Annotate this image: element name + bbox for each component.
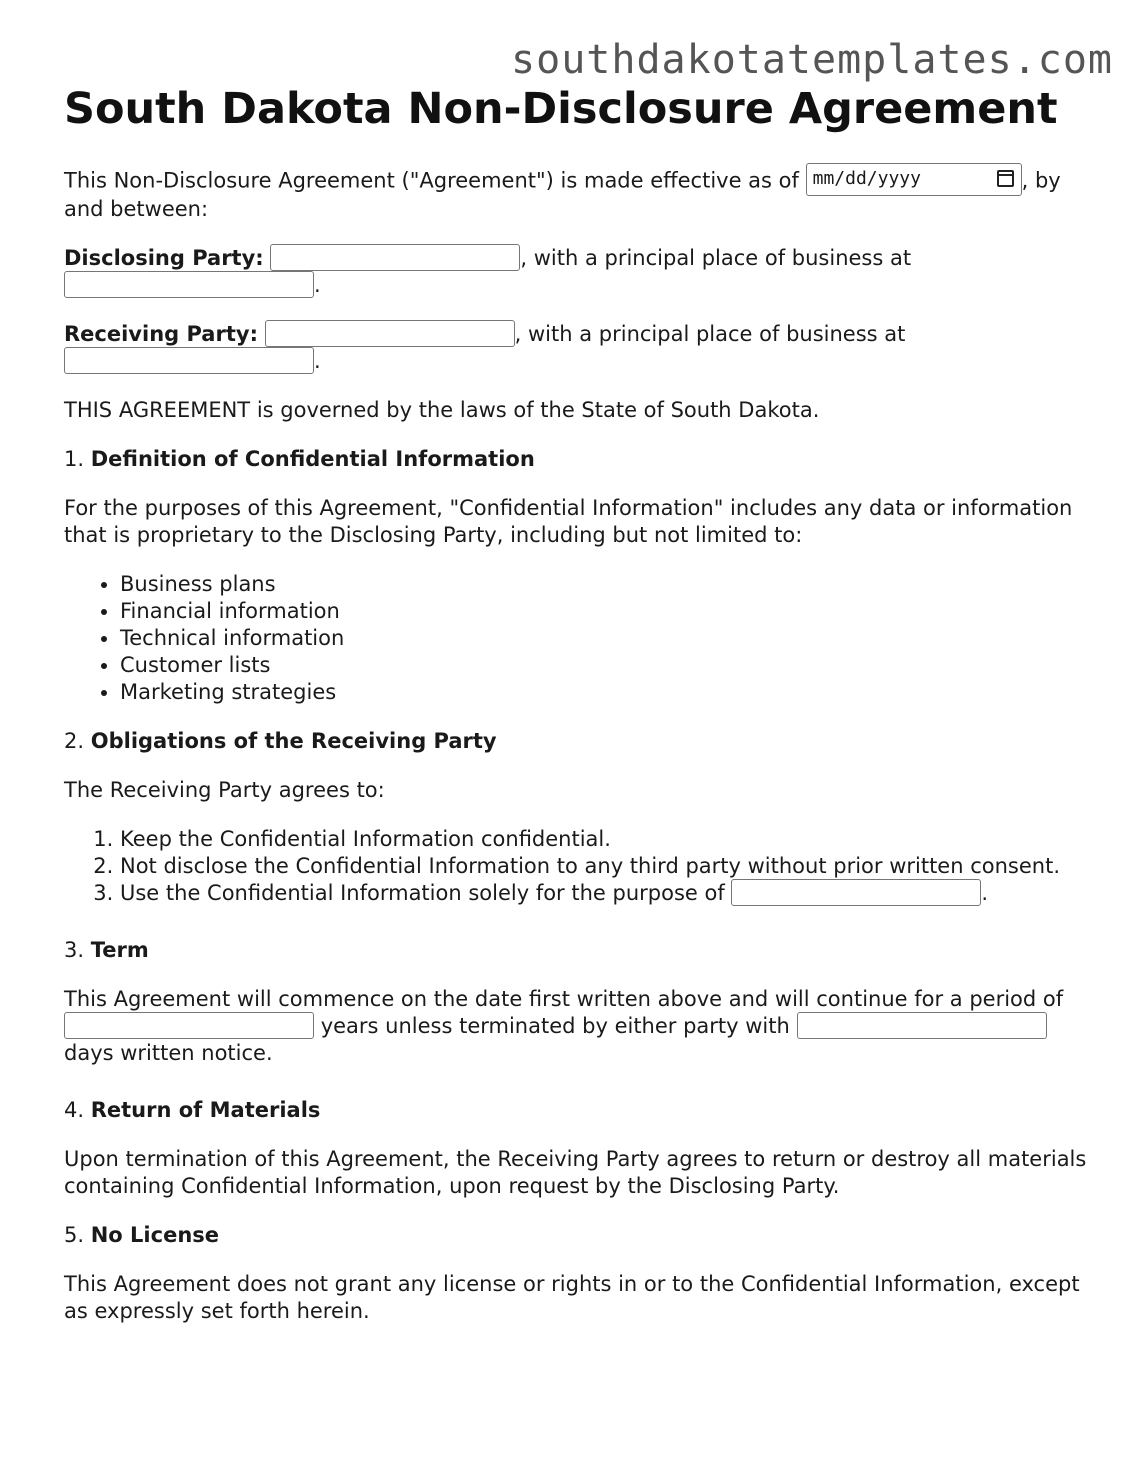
disclosing-party-paragraph [64, 245, 1094, 299]
disclosing-party-text: , with a principal place of business at [520, 246, 912, 270]
section-5-heading [64, 1222, 1094, 1249]
calendar-icon[interactable] [997, 170, 1014, 187]
term-years-input[interactable] [64, 1012, 314, 1039]
intro-text-end: , by and between: [64, 168, 1061, 221]
effective-date-input[interactable] [806, 163, 1022, 196]
section-4-body: Upon termination of this Agreement, the Receiving Party agrees to return or destroy all materials containing Confidential Information, upon request by the Disclosing Party. [64, 1147, 1087, 1198]
term-text-c: days written notice. [64, 1041, 273, 1065]
section-3-title: Term [90, 938, 149, 962]
page-title: South Dakota Non-Disclosure Agreement [64, 84, 1058, 134]
section-1-number: 1. [64, 447, 85, 471]
obligations-list [64, 826, 1094, 907]
section-2-heading [64, 728, 1094, 755]
term-text-b: years unless terminated by either party with [320, 1014, 790, 1038]
disclosing-party-label: Disclosing Party: [64, 246, 264, 270]
list-item: 2. Not disclose the Confidential Information to any third party without prior written consent. [120, 853, 1094, 880]
intro-text: This Non-Disclosure Agreement ("Agreement") is made effective as of [64, 168, 799, 193]
section-3-number: 3. [64, 938, 85, 962]
document [64, 82, 1094, 1347]
list-item: • Technical information [120, 625, 1094, 652]
section-3-body [64, 986, 1094, 1067]
section-1-body: For the purposes of this Agreement, "Confidential Information" includes any data or information that is proprietary to the Disclosing Party, including but not limited to: [64, 496, 1073, 547]
section-1-heading [64, 446, 1094, 473]
receiving-party-end: . [314, 349, 321, 373]
list-item: • Customer lists [120, 652, 1094, 679]
disclosing-party-address-input[interactable] [64, 271, 314, 298]
receiving-party-paragraph [64, 321, 1094, 375]
receiving-party-address-input[interactable] [64, 347, 314, 374]
section-2-number: 2. [64, 729, 85, 753]
list-item: • Business plans [120, 571, 1094, 598]
section-1-title: Definition of Confidential Information [90, 447, 535, 471]
section-4-number: 4. [64, 1098, 85, 1122]
section-4-title: Return of Materials [90, 1098, 321, 1122]
section-5-title: No License [90, 1223, 220, 1247]
section-2-title: Obligations of the Receiving Party [90, 729, 497, 753]
list-item: • Marketing strategies [120, 679, 1094, 706]
list-item: 1. Keep the Confidential Information confidential. [120, 826, 1094, 853]
date-placeholder: mm/dd/yyyy [812, 168, 921, 189]
receiving-party-text: , with a principal place of business at [514, 322, 906, 346]
governing-law: THIS AGREEMENT is governed by the laws of the State of South Dakota. [64, 398, 820, 422]
section-4-heading [64, 1097, 1094, 1124]
receiving-party-name-input[interactable] [265, 320, 515, 347]
section-2-body: The Receiving Party agrees to: [64, 778, 385, 802]
confidential-info-list [64, 571, 1094, 706]
purpose-text: Use the Confidential Information solely for the purpose of [120, 881, 725, 905]
term-text-a: This Agreement will commence on the date first written above and will continue for a period of [64, 987, 1064, 1011]
intro-paragraph [64, 167, 1094, 223]
receiving-party-label: Receiving Party: [64, 322, 258, 346]
disclosing-party-name-input[interactable] [270, 244, 520, 271]
section-5-body: This Agreement does not grant any license or rights in or to the Confidential Information, except as expressly set forth herein. [64, 1272, 1080, 1323]
purpose-end: . [981, 881, 989, 905]
list-item [120, 880, 1094, 907]
notice-days-input[interactable] [797, 1012, 1047, 1039]
purpose-input[interactable] [731, 879, 981, 906]
watermark: southdakotatemplates.com [511, 37, 1113, 83]
disclosing-party-end: . [314, 273, 321, 297]
section-3-heading [64, 937, 1094, 964]
list-item: • Financial information [120, 598, 1094, 625]
section-5-number: 5. [64, 1223, 85, 1247]
